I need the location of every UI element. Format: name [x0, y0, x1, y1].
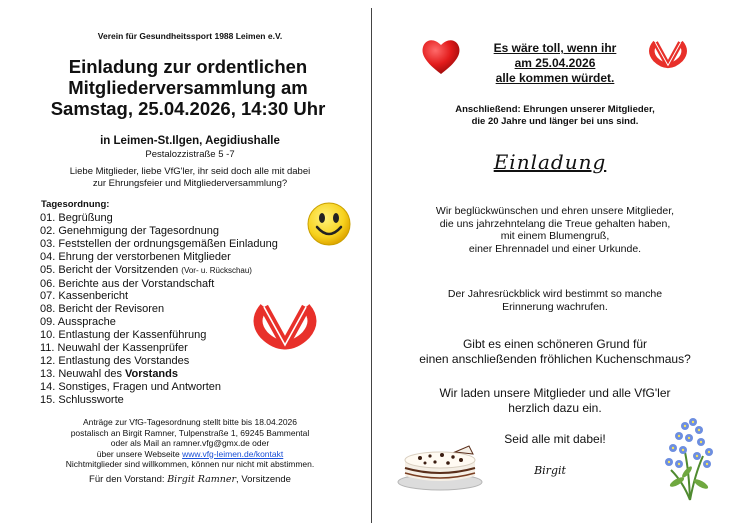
footer-line: Nichtmitglieder sind willkommen, können nur nicht mit abstimmen. [65, 459, 315, 470]
agenda-num: 12. [40, 354, 56, 367]
paragraph-line: Wir beglückwünschen und ehren unsere Mitglieder, [435, 205, 675, 217]
agenda-item [40, 225, 278, 238]
agenda-text: Berichte aus der Vorstandschaft [58, 277, 215, 290]
agenda-item [40, 342, 278, 355]
title-line: Samstag, 25.04.2026, 14:30 Uhr [50, 98, 326, 119]
agenda-text: Schlussworte [58, 393, 124, 406]
agenda-heading: Tagesordnung: [41, 199, 110, 210]
paragraph-congrats [385, 205, 725, 255]
honors-line: die 20 Jahre und länger bei uns sind. [471, 116, 639, 127]
title-line: Einladung zur ordentlichen [68, 56, 308, 77]
paragraph-line: Erinnerung wachrufen. [502, 300, 608, 313]
agenda-num: 03. [40, 237, 56, 250]
agenda-num: 08. [40, 303, 56, 316]
paragraph-line: einen anschließenden fröhlichen Kuchenschmaus? [419, 352, 691, 366]
website-link[interactable]: www.vfg-leimen.de/kontakt [182, 448, 284, 459]
agenda-num: 13. [40, 367, 56, 380]
cake-icon [395, 432, 485, 492]
agenda-num: 11. [40, 342, 55, 355]
agenda-text: Sonstiges, Fragen und Antworten [58, 380, 222, 393]
agenda-item [40, 212, 278, 225]
agenda-num: 09. [40, 316, 56, 329]
wish-line: Es wäre toll, wenn ihr [493, 41, 617, 55]
agenda-item [40, 278, 278, 291]
greeting [20, 166, 360, 190]
paragraph-line: Der Jahresrückblick wird bestimmt so manche [447, 288, 663, 300]
agenda-text: Entlastung des Vorstandes [58, 354, 190, 367]
agenda-item [40, 329, 278, 342]
agenda-item [40, 238, 278, 251]
agenda-text: Feststellen der ordnungsgemäßen Einladung [58, 237, 278, 250]
page-divider [371, 8, 372, 523]
wish-text [430, 41, 680, 86]
wish-line: am 25.04.2026 [514, 56, 596, 70]
agenda-num: 15. [40, 393, 56, 406]
agenda-num: 02. [40, 224, 56, 237]
agenda-num: 05. [40, 263, 56, 276]
footer-line: oder als Mail an ramner.vfg@gmx.de oder [110, 438, 270, 449]
footer-notes [20, 417, 360, 470]
footer-website-prefix: über unsere Webseite [96, 448, 180, 459]
agenda-text: Begrüßung [58, 212, 113, 224]
einladung-heading: Einladung [493, 150, 607, 174]
agenda-item [40, 290, 278, 303]
smiley-icon [306, 201, 352, 247]
vfg-logo-icon [647, 35, 689, 73]
agenda-text: Kassenbericht [58, 290, 129, 303]
agenda-text: Entlastung der Kassenführung [58, 329, 207, 342]
paragraph-line: mit einem Blumengruß, [500, 230, 610, 242]
signature-line [20, 474, 360, 485]
paragraph-review [385, 288, 725, 313]
greeting-line: Liebe Mitglieder, liebe VfG'ler, ihr seid doch alle mit dabei [69, 166, 311, 177]
signature-name: Birgit Ramner [167, 474, 237, 485]
paragraph-cake [385, 337, 725, 367]
agenda-item [40, 264, 278, 278]
agenda-num: 06. [40, 277, 56, 290]
agenda-item [40, 303, 278, 316]
paragraph-line: die uns jahrzehntelang die Treue gehalten haben, [439, 217, 671, 230]
agenda-text: Bericht der Revisoren [58, 303, 165, 316]
paragraph-line: einer Ehrennadel und einer Urkunde. [468, 242, 642, 255]
agenda-num: 10. [40, 329, 56, 342]
agenda-num: 14. [40, 380, 56, 393]
agenda-note: (Vor- u. Rückschau) [181, 265, 252, 275]
agenda-text: Genehmigung der Tagesordnung [58, 224, 219, 237]
club-name: Verein für Gesundheitssport 1988 Leimen e.V. [97, 31, 283, 41]
footer-line: postalisch an Birgit Ramner, Tulpenstraße 1, 69245 Bammental [70, 427, 310, 438]
closing-signature: Birgit [534, 464, 566, 477]
vfg-logo-icon [250, 295, 320, 357]
signature-suffix: , Vorsitzende [236, 474, 291, 485]
agenda-num: 07. [40, 290, 56, 303]
agenda-text: Aussprache [57, 316, 116, 329]
honors-line: Anschließend: Ehrungen unserer Mitglieder, [455, 104, 655, 115]
title-line: Mitgliederversammlung am [68, 77, 308, 98]
agenda-text: Neuwahl der Kassenprüfer [57, 342, 188, 355]
agenda-text: Neuwahl des [58, 367, 122, 380]
footer-line [20, 449, 360, 460]
agenda-item [40, 368, 278, 381]
venue-street: Pestalozzistraße 5 -7 [145, 149, 235, 160]
signature-prefix: Für den Vorstand: [89, 474, 165, 485]
paragraph-line: Gibt es einen schöneren Grund für [462, 337, 648, 351]
honors-note [395, 104, 715, 128]
greeting-line: zur Ehrungsfeier und Mitgliederversammlung? [92, 178, 288, 189]
agenda-item [40, 355, 278, 368]
agenda-text: Ehrung der verstorbenen Mitglieder [58, 250, 231, 263]
venue: in Leimen-St.Ilgen, Aegidiushalle [100, 135, 280, 147]
agenda-bold: Vorstands [125, 367, 178, 380]
agenda-item [40, 316, 278, 329]
agenda-item [40, 394, 278, 407]
agenda-num: 01. [40, 212, 56, 224]
agenda-item [40, 381, 278, 394]
agenda-text: Bericht der Vorsitzenden [58, 263, 179, 276]
agenda-list [40, 212, 278, 407]
paragraph-line: herzlich dazu ein. [508, 401, 602, 415]
page-title [18, 56, 358, 119]
paragraph-line: Wir laden unsere Mitglieder und alle VfG'ler [439, 386, 671, 400]
forget-me-not-flowers-icon [655, 412, 725, 502]
footer-line: Anträge zur VfG-Tagesordnung stellt bitte bis 18.04.2026 [82, 417, 298, 427]
closing-line: Seid alle mit dabei! [504, 432, 606, 446]
wish-line: alle kommen würdet. [495, 71, 615, 85]
agenda-item [40, 251, 278, 264]
agenda-num: 04. [40, 250, 56, 263]
